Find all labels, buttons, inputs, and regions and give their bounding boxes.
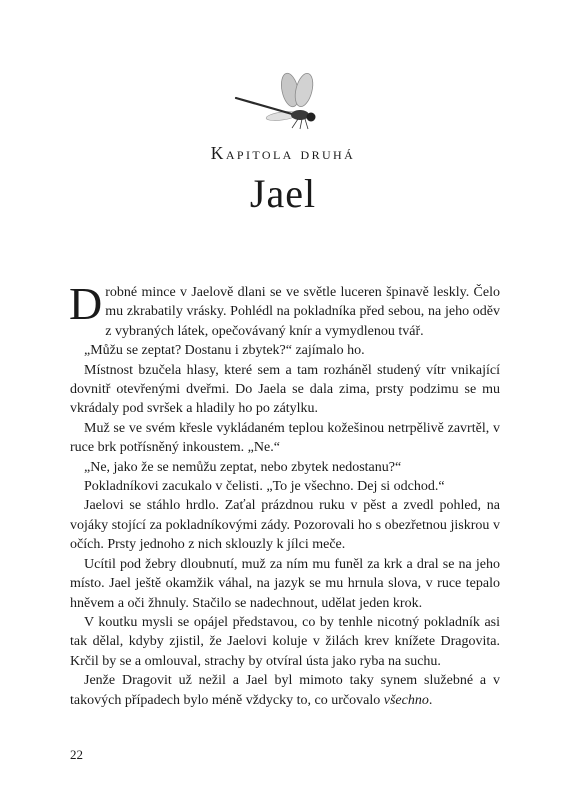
paragraph-end: . [428, 692, 433, 708]
paragraph: Místnost bzučela hlasy, které sem a tam rozháněl studený vítr vnikající dovnitř otevřenými dveřmi. Do Jaela se dala zima, prsty podzimu se mu vkrádaly pod svršek a hladily ho po zátylku. [70, 362, 500, 417]
chapter-label: Kapitola druhá [210, 143, 356, 163]
paragraph: Ucítil pod žebry dloubnutí, muž za ním mu funěl za krk a dral se na jeho místo. Jael ještě okamžik váhal, na jazyk se mu hrnula slova, v ruce tepalo hněvem a oči žhnuly. Stačilo se nadechnout, udělat jeden krok. [70, 556, 500, 611]
paragraph: Pokladníkovi zacukalo v čelisti. „To je všechno. Dej si odchod.“ [84, 479, 445, 495]
paragraph: „Můžu se zeptat? Dostanu i zbytek?“ zajímalo ho. [84, 343, 365, 359]
paragraph [69, 278, 500, 341]
page-number: 22 [70, 747, 83, 762]
chapter-body [69, 278, 500, 710]
drop-cap: D [69, 278, 103, 329]
paragraph [70, 671, 500, 710]
dragonfly-icon [232, 72, 332, 132]
paragraph-text: Jenže Dragovit už nežil a Jael byl mimoto taky synem služebné a v takových případech bylo méně vždycky to, co určovalo [70, 673, 500, 708]
paragraph: „Ne, jako že se nemůžu zeptat, nebo zbytek nedostanu?“ [84, 459, 402, 475]
paragraph: Muž se ve svém křesle vykládaném teplou kožešinou netrpělivě zavrtěl, v ruce brk potřísněný inkoustem. „Ne.“ [70, 420, 500, 456]
emphasis: všechno [383, 692, 429, 708]
paragraph: Jaelovi se stáhlo hrdlo. Zaťal prázdnou ruku v pěst a zvedl pohled, na vojáky stojící za pokladníkovými zády. Pozorovali ho s obezřetnou jiskrou v očích. Prsty jednoho z nich sklouzly k jílci meče. [70, 498, 500, 553]
paragraph-text: robné mince v Jaelově dlani se ve světle luceren špinavě leskly. Čelo mu zkrabatily vrásky. Pohlédl na pokladníka před sebou, na jeho oděv z vybraných látek, opečovávaný knír a vymydlenou tvář. [105, 285, 500, 339]
chapter-title: Jael [249, 171, 317, 216]
paragraph: V koutku mysli se opájel představou, co by tenhle nicotný pokladník asi tak dělal, kdyby zjistil, že Jaelovi koluje v žilách krev knížete Dragovita. Krčil by se a omlouval, strachy by otvíral ústa jako ryba na suchu. [70, 614, 500, 669]
